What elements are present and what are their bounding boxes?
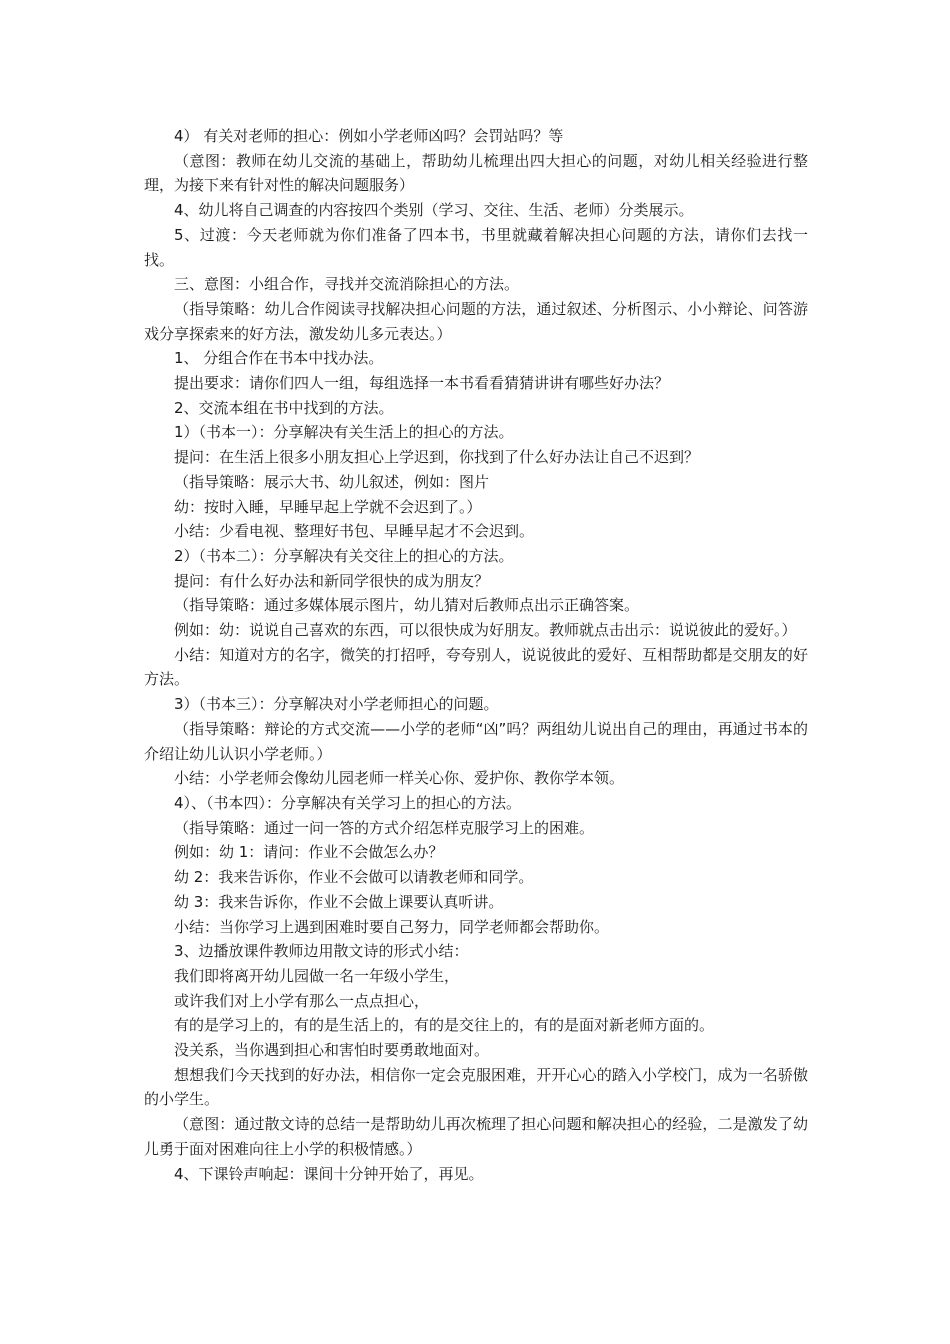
paragraph: 1）（书本一）：分享解决有关生活上的担心的方法。 [174,423,514,442]
paragraph: （意图：通过散文诗的总结一是帮助幼儿再次梳理了担心问题和解决担心的经验，二是激发了幼儿勇于面对困难向往上小学的积极情感。） [144,1115,808,1158]
paragraph: 4） 有关对老师的担心：例如小学老师凶吗？会罚站吗？等 [174,127,564,145]
paragraph: 提问：有什么好办法和新同学很快的成为朋友？ [174,571,490,590]
paragraph: 4）、（书本四）：分享解决有关学习上的担心的方法。 [174,793,522,812]
paragraph: （指导策略：幼儿合作阅读寻找解决担心问题的方法，通过叙述、分析图示、小小辩论、问答游戏分享探索来的好方法，激发幼儿多元表达。） [144,299,808,343]
paragraph: 5、过渡：今天老师就为你们准备了四本书，书里就藏着解决担心问题的方法，请你们去找一找。 [144,225,808,269]
paragraph: 幼：按时入睡，早睡早起上学就不会迟到了。） [174,497,482,516]
paragraph: 例如：幼：说说自己喜欢的东西，可以很快成为好朋友。教师就点击出示：说说彼此的爱好。） [174,621,797,640]
paragraph: （指导策略：展示大书、幼儿叙述，例如：图片 [174,472,490,491]
paragraph: 2、交流本组在书中找到的方法。 [174,398,394,417]
paragraph: 没关系，当你遇到担心和害怕时要勇敢地面对。 [174,1041,490,1060]
paragraph: 3、边播放课件教师边用散文诗的形式小结： [174,942,469,961]
paragraph: 2）（书本二）：分享解决有关交往上的担心的方法。 [174,546,514,565]
paragraph: （指导策略：通过一问一答的方式介绍怎样克服学习上的困难。 [174,818,595,837]
paragraph: （指导策略：通过多媒体展示图片，幼儿猜对后教师点出示正确答案。 [174,596,640,615]
paragraph: 提问：在生活上很多小朋友担心上学迟到，你找到了什么好办法让自己不迟到？ [174,448,700,467]
paragraph: （指导策略：辩论的方式交流——小学的老师“凶”吗？两组幼儿说出自己的理由，再通过书本的介绍让幼儿认识小学老师。） [144,719,808,763]
paragraph: 4、幼儿将自己调查的内容按四个类别（学习、交往、生活、老师）分类展示。 [174,201,694,220]
paragraph: 或许我们对上小学有那么一点点担心， [174,991,430,1010]
paragraph: 想想我们今天找到的好办法，相信你一定会克服困难，开开心心的踏入小学校门，成为一名骄傲的小学生。 [144,1065,808,1109]
paragraph: 小结：当你学习上遇到困难时要自己努力，同学老师都会帮助你。 [174,917,610,936]
document-body [144,124,808,1186]
paragraph: 幼 2：我来告诉你，作业不会做可以请教老师和同学。 [174,868,534,887]
paragraph: 幼 3：我来告诉你，作业不会做上课要认真听讲。 [174,892,504,911]
paragraph: 4、下课铃声响起：课间十分钟开始了，再见。 [174,1164,484,1183]
paragraph: 小结：知道对方的名字，微笑的打招呼，夸夸别人，说说彼此的爱好、互相帮助都是交朋友的好方法。 [144,645,808,689]
paragraph: 小结：少看电视、整理好书包、早睡早起才不会迟到。 [174,522,535,541]
paragraph: 小结：小学老师会像幼儿园老师一样关心你、爱护你、教你学本领。 [174,769,625,788]
paragraph: 三、意图：小组合作，寻找并交流消除担心的方法。 [174,275,520,294]
paragraph: 有的是学习上的，有的是生活上的，有的是交往上的，有的是面对新老师方面的。 [174,1016,715,1035]
paragraph: 例如：幼 1：请问：作业不会做怎么办？ [174,843,444,862]
paragraph: 1、 分组合作在书本中找办法。 [174,349,384,368]
paragraph: 3）（书本三）：分享解决对小学老师担心的问题。 [174,695,499,714]
paragraph: （意图：教师在幼儿交流的基础上，帮助幼儿梳理出四大担心的问题，对幼儿相关经验进行整理，为接下来有针对性的解决问题服务） [144,151,808,195]
paragraph: 提出要求：请你们四人一组，每组选择一本书看看猜猜讲讲有哪些好办法？ [174,374,670,393]
paragraph: 我们即将离开幼儿园做一名一年级小学生， [174,966,460,985]
